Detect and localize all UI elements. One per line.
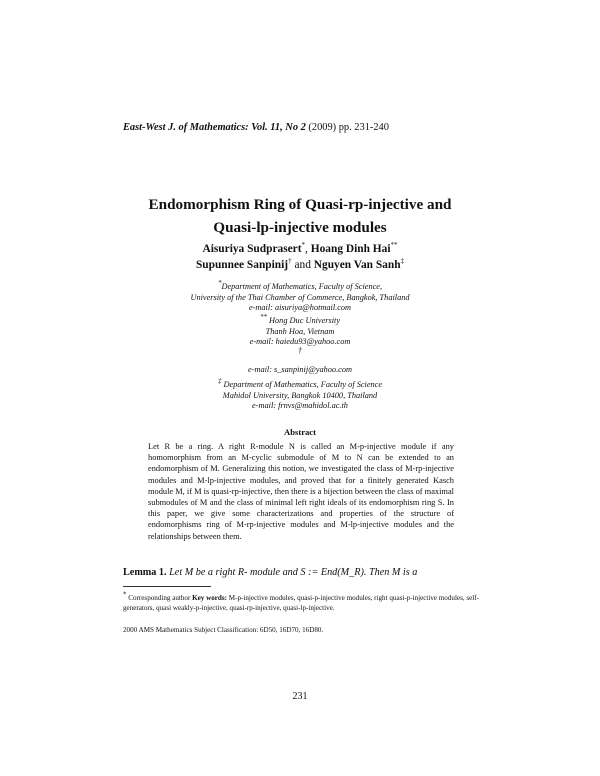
footnote [123,590,479,614]
keywords-label: Key words: [192,594,227,602]
affiliation-4 [0,377,600,412]
author-mark: ** [390,241,398,250]
affiliation-line: Mahidol University, Bangkok 10400, Thailand [222,390,378,400]
affiliation-line: University of the Thai Chamber of Commerce, Bangkok, Thailand [190,292,410,302]
footnote-mark: * [123,590,127,599]
affiliation-mark: ** [259,313,267,322]
author-and: and [294,259,311,271]
footnote-lead: Corresponding author [128,594,191,602]
journal-name: East-West J. of Mathematics: Vol. 11, No 2 [123,122,306,133]
affiliation-line: Hong Duc University [269,316,341,325]
page-number: 231 [292,691,308,702]
lemma-statement [123,567,483,578]
author-mark: * [301,241,306,250]
author-name: Supunnee Sanpinij [195,259,289,271]
keywords-list: M-p-injective modules, quasi-p-injective modules, right quasi-p-injective modules, self-generators, quasi weakly-p-injective, quasi-rp-injective, quasi-lp-injective. [123,594,479,612]
affiliation-email: e-mail: frnvs@mahidol.ac.th [252,401,348,410]
affiliation-email: e-mail: aisuriya@hotmail.com [248,303,352,312]
lemma-text: Let M be a right R- module and S := End(M_R). Then M is a [169,567,418,578]
affiliation-line: Department of Mathematics, Faculty of Science [223,380,383,389]
author-line-2 [0,257,600,273]
affiliation-3-email: e-mail: s_sanpinij@yahoo.com [248,365,352,374]
affiliation-line: Department of Mathematics, Faculty of Science, [221,282,383,291]
affiliation-3-mark: † [297,346,303,355]
author-name: Hoang Dinh Hai [310,243,391,255]
paper-title-line-2: Quasi-lp-injective modules [213,219,387,236]
author-name: Nguyen Van Sanh [313,259,401,271]
journal-issue-pages: (2009) pp. 231-240 [308,122,389,133]
affiliation-email: e-mail: haiedu93@yahoo.com [249,337,351,346]
footnote-rule [123,586,211,587]
affiliation-2 [0,313,600,348]
affiliation-line: Thanh Hoa, Vietnam [265,326,335,336]
abstract-heading: Abstract [284,427,316,437]
affiliation-mark: * [217,279,222,288]
lemma-label: Lemma 1. [123,567,167,578]
author-line-1 [0,241,600,257]
affiliation-1 [0,279,600,314]
abstract-body: Let R be a ring. A right R-module N is called an M-p-injective module if any homomorphism from an M-cyclic submodule of M to N can be extended to an endomorphism of M. Generalizing this notion, we investigated the class of M-rp-injective modules and M-lp-injective modules, and proved that for a finitely generated Kasch module M, if M is quasi-rp-injective, then there is a bijection between the class of maximal submodules of M and the class of minimal left right ideals of its endomorphism ring S. In this paper, we give some characterizations and properties of the structure of endomorphisms ring of M-rp-injective modules and M-lp-injective modules and the relationships between them. [148,442,454,541]
author-separator: , [305,243,311,255]
author-name: Aisuriya Sudprasert [202,243,302,255]
journal-header [123,122,389,133]
author-mark: † [288,257,292,266]
msc-classification: 2000 AMS Mathematics Subject Classification: 6D50, 16D70, 16D80. [123,626,324,634]
author-mark: ‡ [400,257,405,266]
affiliation-mark: ‡ [217,377,222,386]
paper-title-line-1: Endomorphism Ring of Quasi-rp-injective and [148,196,452,213]
